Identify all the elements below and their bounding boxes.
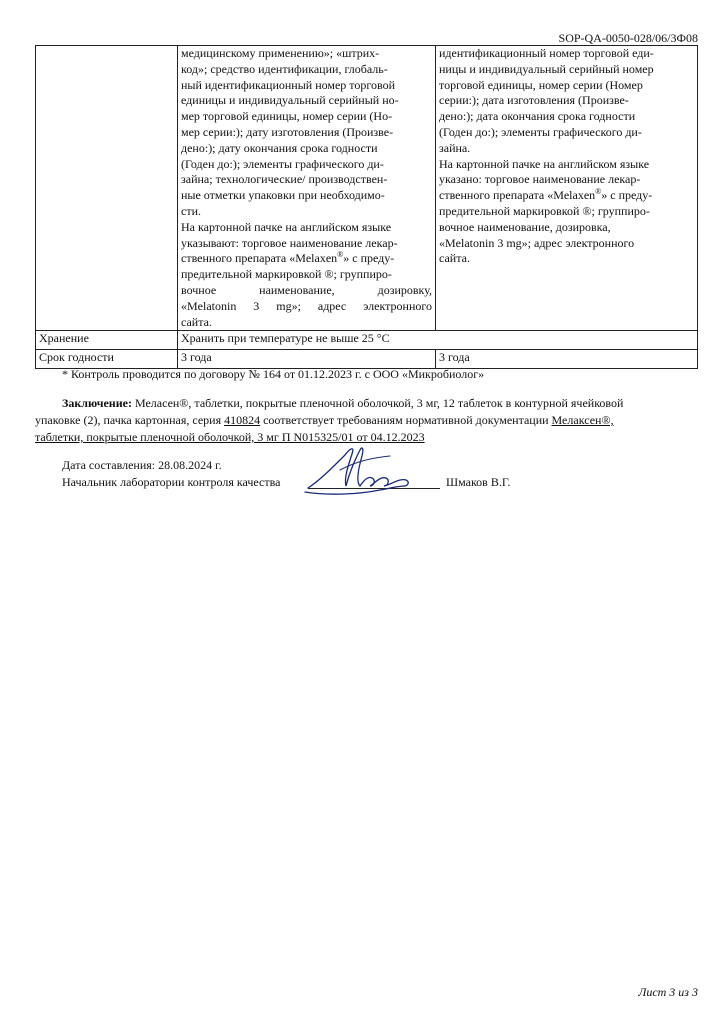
text-line: указывают: торговое наименование лекар- [181,235,398,250]
compilation-date: Дата составления: 28.08.2024 г. [62,458,222,472]
conclusion-line-1: Заключение: Меласен®, таблетки, покрытые пленочной оболочкой, 3 мг, 12 таблеток в контурной ячейковой [62,396,624,410]
param-cell: Хранение [36,331,178,350]
text-line: сайта. [439,251,470,266]
text-line: сти. [181,203,201,218]
text-line: «Melatonin 3 mg»; адрес электронного [181,298,432,313]
normative-doc: таблетки, покрытые пленочной оболочкой, 3 мг П N015325/01 от 04.12.2023 [35,430,425,444]
conclusion-paragraph [35,395,698,446]
signer-name: Шмаков В.Г. [446,475,511,489]
table-row-storage [36,331,698,350]
text-line: вочное наименование, дозировка, [439,219,611,234]
text-line: ные отметки упаковки при необходимо- [181,188,385,203]
text-line: дено:); дата окончания срока годности [439,109,636,124]
text-line: серии:); дата изготовления (Произве- [439,93,629,108]
param-cell: Срок годности [36,350,178,369]
signer-position: Начальник лаборатории контроля качества [62,475,281,489]
text-line: код»; средство идентификации, глобаль- [181,61,388,76]
actual-cell: 3 года [436,350,698,369]
actual-cell [436,46,698,331]
text-line: торговой единицы, номер серии (Номер [439,77,643,92]
text-line: зайна; технологические/ производствен- [181,172,388,187]
text-line: (Годен до:); элементы графического ди- [181,156,384,171]
text-line: мер серии:); дату изготовления (Произве- [181,124,394,139]
text-line: зайна. [439,140,471,155]
text-line: дено:); дату окончания срока годности [181,140,378,155]
text-line: ственного препарата «Melaxen®» с преду- [439,187,653,203]
sheet-number: Лист 3 из 3 [638,985,698,999]
spec-table [35,45,698,369]
text-line: указано: торговое наименование лекар- [439,172,641,187]
requirement-cell [178,46,436,331]
conclusion-line-2: упаковке (2), пачка картонная, серия 410824 соответствует требованиям нормативной документации Мелаксен®, [35,413,614,427]
param-cell-empty [36,46,178,331]
requirement-cell: 3 года [178,350,436,369]
table-row-shelf-life [36,350,698,369]
text-line: На картонной пачке на английском языке [181,219,392,234]
text-line: ный идентификационный номер торговой [181,77,396,92]
text-line: медицинскому применению»; «штрих- [181,46,380,60]
text-line: идентификационный номер торговой еди- [439,46,654,60]
batch-number: 410824 [224,413,261,427]
text-line: единицы и индивидуальный серийный но- [181,93,399,108]
table-row-packaging-cont [36,46,698,331]
text-line: вочное наименование, дозировку, [181,282,432,297]
text-line: ницы и индивидуальный серийный номер [439,61,654,76]
text-line: На картонной пачке на английском языке [439,156,650,171]
text-line: «Melatonin 3 mg»; адрес электронного [439,235,635,250]
text-line: предительной маркировкой ®; группиро- [181,267,392,282]
text-line: ственного препарата «Melaxen®» с преду- [181,250,395,266]
text-line: предительной маркировкой ®; группиро- [439,203,650,218]
footnote: * Контроль проводится по договору № 164 от 01.12.2023 г. с ООО «Микробиолог» [62,367,485,381]
text-line: (Годен до:); элементы графического ди- [439,124,642,139]
document-code: SOP-QA-0050-028/06/3Ф08 [558,31,698,45]
conclusion-label: Заключение: [62,396,132,410]
text-line: мер торговой единицы, номер серии (Но- [181,109,393,124]
text-line: сайта. [181,314,212,329]
signature-icon [300,440,425,500]
storage-value-cell: Хранить при температуре не выше 25 °С [178,331,698,350]
